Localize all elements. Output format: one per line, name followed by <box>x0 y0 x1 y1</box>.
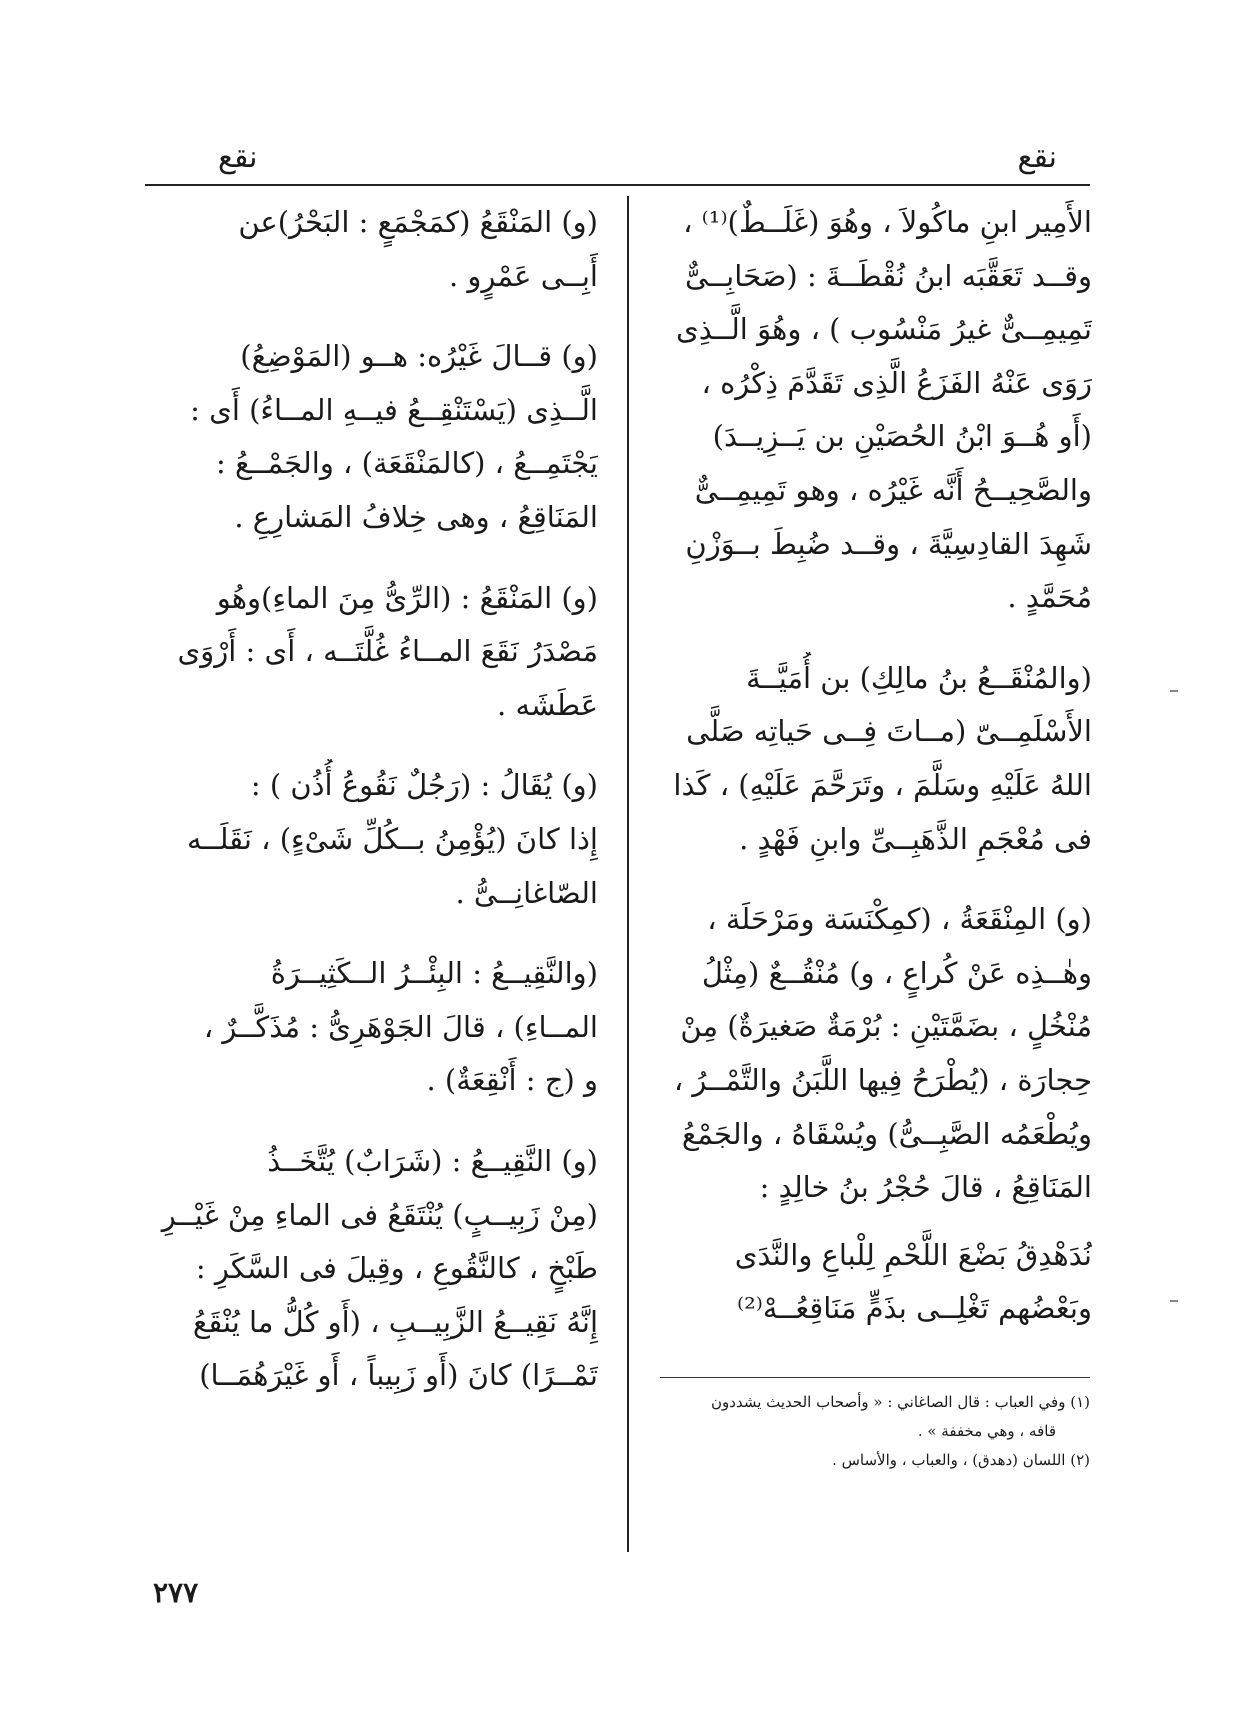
paragraph <box>148 759 598 920</box>
paragraph <box>662 196 1092 625</box>
right-column <box>662 196 1092 1336</box>
page-number: ٢٧٧ <box>153 1576 199 1609</box>
text-line: مَصْدَرُ نَقَعَ المــاءُ غُلَّتَــه ، أَى : أَرْوَى <box>177 634 598 669</box>
text-line: يَجْتَمِــعُ ، (كالمَنْقَعَة) ، والجَمْــعُ : <box>216 446 598 481</box>
footnote-line: (١) وفي العباب : قال الصاغاني : « وأصحاب الحديث يشددون <box>711 1393 1090 1411</box>
text-line: وهٰــذِه عَنْ كُراعٍ ، و) مُنْقُــعٌ (مِثْلُ <box>701 955 1092 990</box>
footnote-line: قافه ، وهي مخففة » . <box>917 1422 1056 1440</box>
text-line: الَّــذِى (يَسْتَنْقِــعُ فيــهِ المــاءُ) أَى : <box>190 392 598 427</box>
text-line: (و) قــالَ غَيْرُه: هــو (المَوْضِعُ) <box>240 339 598 374</box>
running-head-right: نقع <box>1017 140 1057 175</box>
text-line: حِجارَة ، (يُطْرَحُ فِيها اللَّبَنُ والتَّمْــرُ ، <box>673 1062 1092 1097</box>
paragraph <box>662 893 1092 1215</box>
text-line: و (ج : أَنْقِعَةٌ) . <box>426 1063 598 1098</box>
text-line: تَمْــرًا) كانَ (أَو زَبِيباً ، أَو غَيْرَهُمَــا) <box>199 1358 598 1393</box>
text-line: عَطَشَه . <box>497 687 598 722</box>
text-line: تَمِيمِــىٌّ غيرُ مَنْسُوب ) ، وهُوَ الَّــذِى <box>676 312 1092 347</box>
text-line: الأَمِير ابنِ ماكُولاَ ، وهُوَ (غَلَــطٌ)⁽¹⁾ ، <box>683 205 1092 239</box>
text-line: طَبْخٍ ، كالنَّقُوعِ ، وقِيلَ فى السَّكَرِ : <box>195 1251 598 1286</box>
left-column <box>148 196 598 1403</box>
paragraph <box>662 652 1092 866</box>
text-line: (والمُنْقَــعُ بنُ مالِكِ) بن أُمَيَّــةَ <box>746 660 1092 695</box>
text-line: فى مُعْجَمِ الذَّهَبِــىِّ وابنِ فَهْدٍ . <box>739 821 1092 856</box>
text-line: (و) المَنْقَعُ (كمَجْمَعٍ : البَحْرُ)عن <box>238 205 598 239</box>
text-line: والصَّحِيــحُ أَنَّه غَيْرُه ، وهو تَمِيمِــىٌّ <box>694 472 1092 507</box>
text-line: اللهُ عَلَيْهِ وسَلَّمَ ، وتَرَحَّمَ عَلَيْهِ) ، كَذا <box>673 767 1092 802</box>
text-line: مُحَمَّدٍ . <box>1007 580 1092 615</box>
header-rule <box>145 184 1090 186</box>
footnotes <box>660 1388 1090 1475</box>
text-line: المــاءِ) ، قالَ الجَوْهَرِىُّ : مُذَكَّــرٌ ، <box>203 1009 598 1044</box>
margin-mark <box>1170 1300 1178 1302</box>
paragraph <box>148 1135 598 1403</box>
text-line: إِنَّهُ نَقِيــعُ الزَّبِيــبِ ، (أَو كُلُّ ما يُنْقَعُ <box>192 1304 598 1339</box>
text-line: (و) يُقَالُ : (رَجُلٌ نَقُوعُ أُذُن ) : <box>250 768 598 803</box>
text-line: وقــد تَعَقَّبَه ابنُ نُقْطَــةَ : (صَحَابِــىٌّ <box>685 258 1092 293</box>
text-line: (أَو هُــوَ ابْنُ الحُصَيْنِ بن يَــزِيــدَ) <box>712 419 1092 454</box>
running-head-left: نقع <box>218 140 258 175</box>
text-line: (و) النَّقِيــعُ : (شَرَابٌ) يُتَّخَــذُ <box>267 1143 598 1178</box>
text-line: المَنَاقِعُ ، قالَ حُجْرُ بنُ خالِدٍ : <box>759 1170 1092 1205</box>
text-line: مُنْخُلٍ ، بضَمَّتَيْنِ : بُرْمَةٌ صَغيرَةٌ) مِنْ <box>680 1009 1092 1044</box>
verse <box>662 1229 1092 1336</box>
text-line: (و) المَنْقَعُ : (الرِّىُّ مِنَ الماءِ)وهُو <box>216 580 598 615</box>
text-line: رَوَى عَنْهُ الفَزَعُ الَّذِى تَقَدَّمَ ذِكْرُه ، <box>701 365 1092 400</box>
text-line: المَنَاقِعُ ، وهى خِلافُ المَشارِعِ . <box>234 499 598 534</box>
text-line: شَهِدَ القادِسِيَّةَ ، وقــد ضُبِطَ بــوَزْنِ <box>685 526 1092 561</box>
footnote-line: (٢) اللسان (دهدق) ، والعباب ، والأساس . <box>832 1451 1090 1469</box>
footnote-rule <box>660 1377 1090 1378</box>
text-line: (والنَّقِيــعُ : البِئْــرُ الــكَثِيــرَةُ <box>270 956 598 991</box>
text-line: (مِنْ زَبِيــبٍ) يُنْتَقَعُ فى الماءِ مِنْ غَيْــرِ <box>161 1197 598 1232</box>
text-line: الصّاغانِــىُّ . <box>455 875 598 910</box>
paragraph <box>148 947 598 1108</box>
text-line: ويُطْعَمُه الصَّبِــىُّ) ويُسْقَاهُ ، والجَمْعُ <box>681 1116 1092 1151</box>
text-line: الأَسْلَمِــىّ (مــاتَ فِــى حَياتِه صَلَّى <box>686 714 1092 749</box>
column-divider <box>627 196 629 1552</box>
margin-mark <box>1170 690 1178 692</box>
paragraph <box>148 196 598 303</box>
paragraph <box>148 572 598 733</box>
text-line: إِذا كانَ (يُؤْمِنُ بــكُلِّ شَىْءٍ) ، نَقَلَــه <box>187 821 598 856</box>
verse-line: وبَعْضُهم تَغْلِــى بذَمٍّ مَنَاقِعُــهْ⁽²⁾ <box>736 1291 1092 1326</box>
paragraph <box>148 330 598 544</box>
text-line: (و) المِنْقَعَةُ ، (كمِكْنَسَة ومَرْحَلَة ، <box>707 902 1092 937</box>
verse-line: نُدَهْدِقُ بَضْعَ اللَّحْمِ لِلْباعِ والنَّدَى <box>734 1237 1092 1272</box>
text-line: أَبِــى عَمْرٍو . <box>448 258 598 293</box>
